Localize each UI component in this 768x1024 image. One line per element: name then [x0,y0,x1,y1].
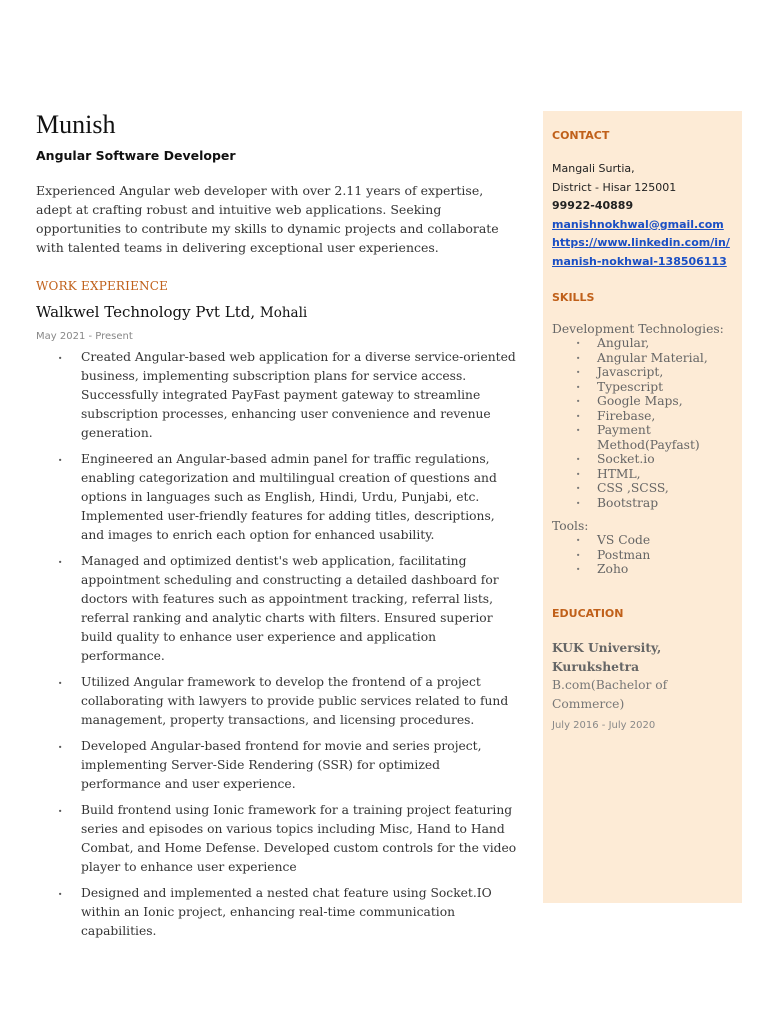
company-location: Mohali [259,305,308,321]
contact-heading: CONTACT [552,129,610,142]
list-item: · Typescript [552,380,733,395]
list-item: · Zoho [552,562,733,577]
summary-paragraph: Experienced Angular web developer with over 2.11 years of expertise, adept at crafting robust and intuitive web applications. Seeking opportunities to contribute my skills to dynamic projects and collaborate with talented teams in delivering exceptional user experiences. [36,183,499,255]
work-experience-heading: WORK EXPERIENCE [36,279,169,293]
email-link[interactable]: manishnokhwal@gmail.com [552,217,724,231]
list-item: · Socket.io [552,452,733,467]
company-name: Walkwel Technology Pvt Ltd, [36,303,256,321]
contact-block [552,160,733,271]
list-item: · Bootstrap [552,496,733,511]
company-line [36,303,520,321]
candidate-name: Munish [36,110,116,139]
dev-tech-label: Development Technologies: [552,322,724,336]
tools-list [552,533,733,577]
skills-heading: SKILLS [552,291,595,304]
list-item: · Angular Material, [552,351,733,366]
list-item: · Created Angular-based web application for a diverse service-oriented business, implementing subscription plans for service access. Successfully integrated PayFast payment gateway to streamline subscription processes, enhancing user convenience and revenue generation. [36,348,520,443]
list-item: · Designed and implemented a nested chat feature using Socket.IO within an Ionic project, enhancing real-time communication capabilities. [36,884,520,941]
list-item: · HTML, [552,467,733,482]
phone-number: 99922-40889 [552,199,634,212]
experience-bullets [36,348,520,941]
list-item: · Managed and optimized dentist's web application, facilitating appointment scheduling and constructing a detailed dashboard for doctors with features such as appointment tracking, referral lists, referral ranking and analytic charts with filters. Ensured superior build quality to enhance user experience and application performance. [36,552,520,666]
linkedin-link[interactable]: https://www.linkedin.com/in/manish-nokhwal-138506113 [552,236,730,268]
tools-label: Tools: [552,519,589,533]
list-item: · Build frontend using Ionic framework for a training project featuring series and episodes on various topics including Misc, Hand to Hand Combat, and Home Defense. Developed custom controls for the video player to enhance user experience [36,801,520,877]
list-item: · Postman [552,548,733,563]
employment-dates: May 2021 - Present [36,331,133,342]
list-item: · Utilized Angular framework to develop the frontend of a project collaborating with lawyers to provide public services related to fund management, property transactions, and licensing procedures. [36,673,520,730]
list-item: · VS Code [552,533,733,548]
list-item: · Angular, [552,336,733,351]
list-item: · Developed Angular-based frontend for movie and series project, implementing Server-Side Rendering (SSR) for optimized performance and user experience. [36,737,520,794]
school-name: KUK University, Kurukshetra [552,639,662,674]
list-item: · Javascript, [552,365,733,380]
main-column [36,108,520,948]
degree: B.com(Bachelor of Commerce) [552,677,668,711]
job-title: Angular Software Developer [36,148,236,163]
list-item: · Engineered an Angular-based admin panel for traffic regulations, enabling categorization and multilingual creation of questions and options in languages such as English, Hindi, Urdu, Punjabi, etc. Implemented user-friendly features for adding titles, descriptions, and images to enrich each option for enhanced usability. [36,450,520,545]
education-dates: July 2016 - July 2020 [552,719,656,731]
education-heading: EDUCATION [552,606,624,620]
dev-tech-list [552,336,733,510]
list-item: · Google Maps, [552,394,733,409]
address-line: District - Hisar 125001 [552,180,677,194]
list-item: · Payment Method(Payfast) [552,423,733,452]
list-item: · CSS ,SCSS, [552,481,733,496]
address-line: Mangali Surtia, [552,162,635,175]
sidebar [543,111,742,903]
list-item: · Firebase, [552,409,733,424]
